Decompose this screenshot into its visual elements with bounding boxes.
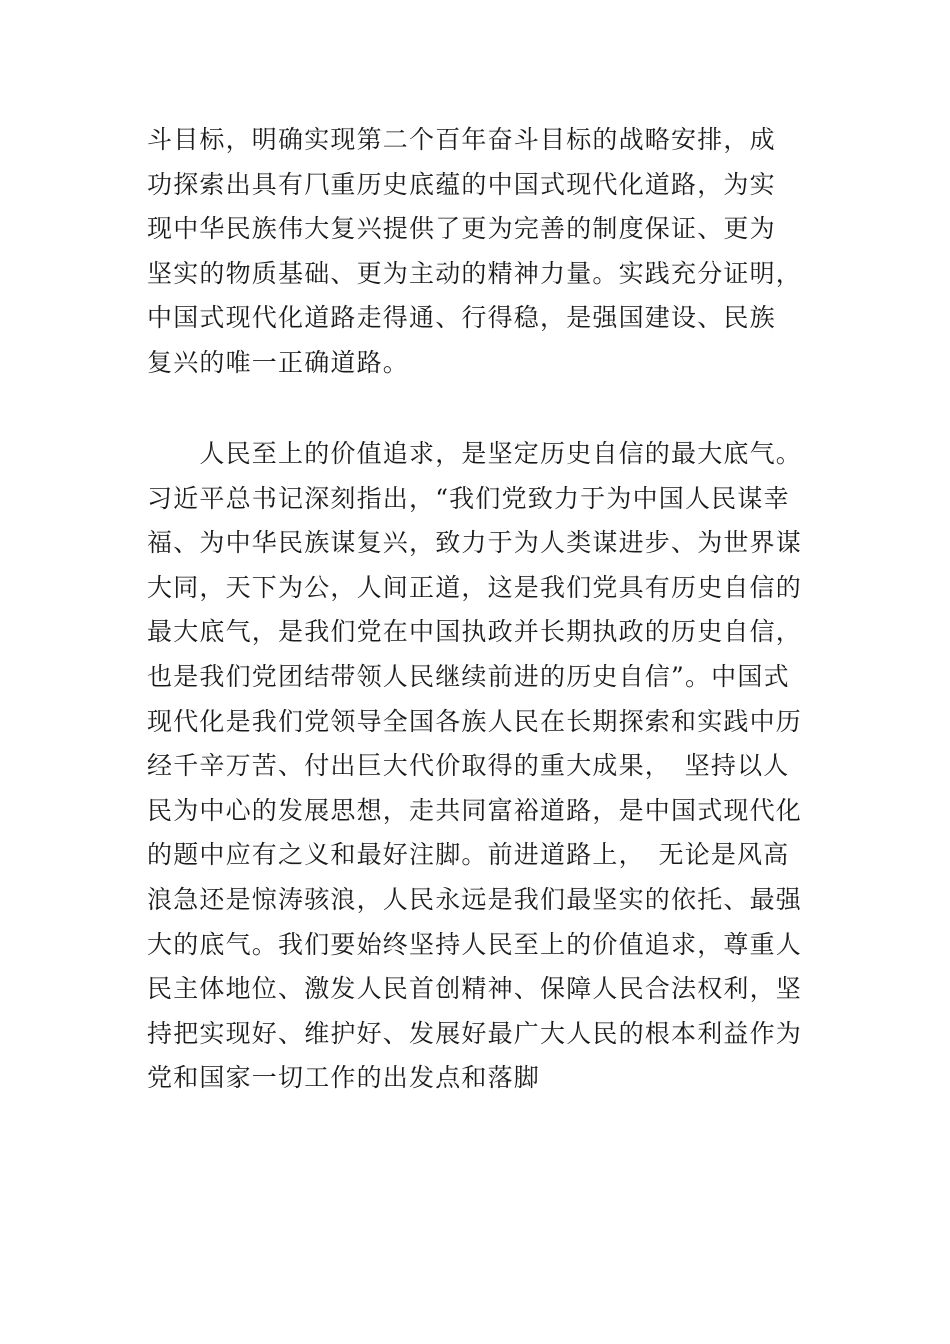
paragraph-line: 的题中应有之义和最好注脚。前进道路上， 无论是风高 — [147, 840, 790, 870]
paragraph-line: 中国式现代化道路走得通、行得稳，是强国建设、民族 — [147, 303, 776, 333]
paragraph-2 — [147, 432, 827, 1101]
paragraph-line: 功探索出具有⺇重历史底蕴的中国式现代化道路，为实 — [147, 169, 776, 199]
paragraph-line: 习近平总书记深刻指出，“我们党致力于为中国人民谋幸 — [147, 483, 790, 513]
paragraph-line: 坚实的物质基础、更为主动的精神力量。实践充分证明， — [147, 258, 803, 288]
paragraph-line: 斗目标，明确实现第二个百年奋斗目标的战略安排，成 — [147, 125, 776, 154]
paragraph-line: 人民至上的价值追求，是坚定历史自信的最大底气。 — [147, 439, 803, 468]
paragraph-line: 党和国家一切工作的出发点和落脚 — [147, 1063, 541, 1093]
paragraph-line: 也是我们党团结带领人民继续前进的历史自信”。中国式 — [147, 661, 790, 691]
paragraph-line: 现中华民族伟大复兴提供了更为完善的制度保证、更为 — [147, 214, 776, 244]
paragraph-line: 福、为中华民族谋复兴，致力于为人类谋进步、为世界谋 — [147, 528, 803, 558]
paragraph-line: 最大底气，是我们党在中国执政并长期执政的历史自信， — [147, 617, 803, 647]
paragraph-line: 民为中心的发展思想，走共同富裕道路，是中国式现代化 — [147, 795, 803, 825]
paragraph-line: 大的底气。我们要始终坚持人民至上的价值追求，尊重人 — [147, 929, 803, 959]
paragraph-line: 浪急还是惊涛骇浪，人民永远是我们最坚实的依托、最强 — [147, 884, 803, 914]
paragraph-1 — [147, 118, 827, 386]
paragraph-line: 大同，天下为公，人间正道，这是我们党具有历史自信的 — [147, 572, 803, 602]
paragraph-line: 现代化是我们党领导全国各族人民在长期探索和实践中历 — [147, 706, 803, 736]
paragraph-line: 持把实现好、维护好、发展好最广大人民的根本利益作为 — [147, 1018, 803, 1048]
paragraph-line: 经千辛万苦、付出巨大代价取得的重大成果， 坚持以人 — [147, 751, 790, 781]
paragraph-line: 复兴的唯一正确道路。 — [147, 347, 410, 377]
paragraph-line: 民主体地位、激发人民首创精神、保障人民合法权利，坚 — [147, 974, 803, 1004]
